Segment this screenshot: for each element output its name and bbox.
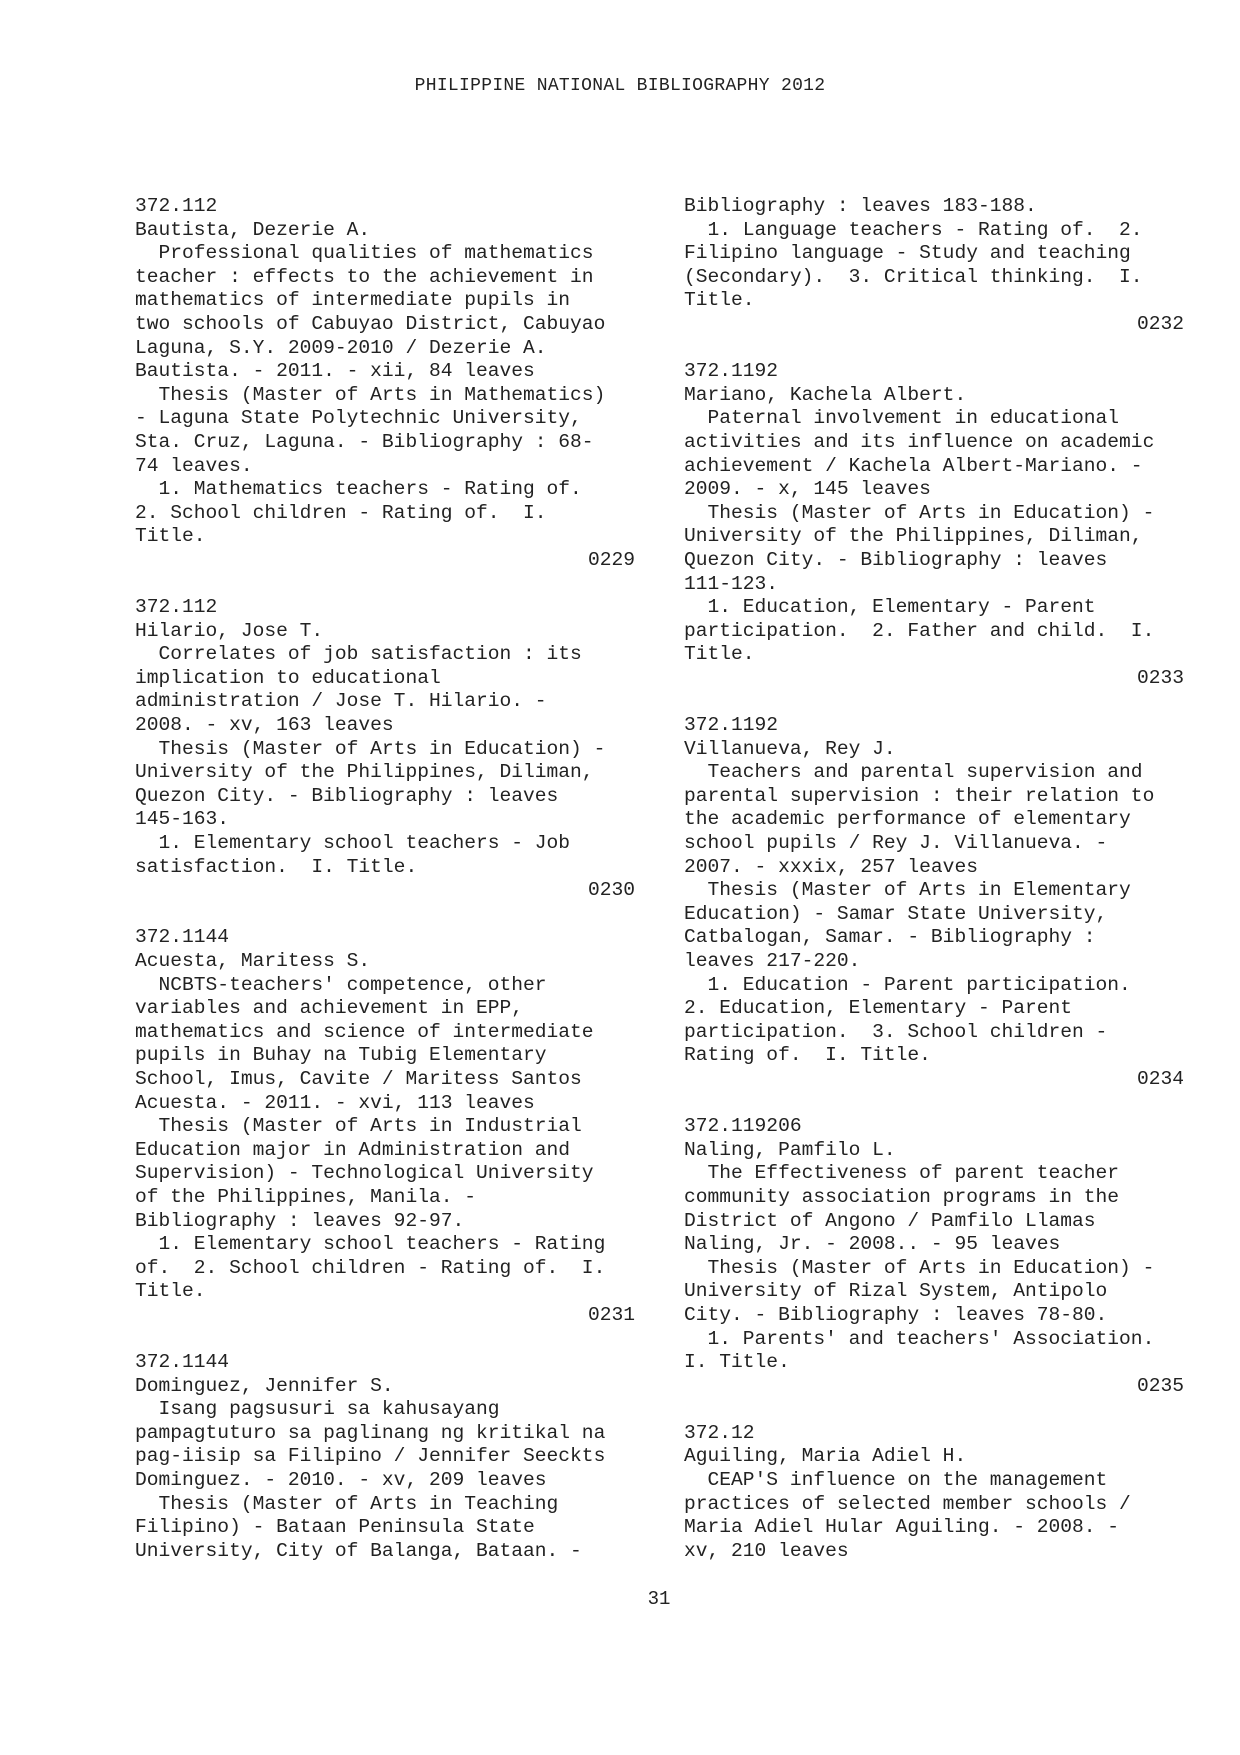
entry-line: 372.12 bbox=[684, 1421, 755, 1444]
entry-line: 1. Parents' and teachers' Association. bbox=[684, 1327, 1155, 1350]
entry-line: Filipino) - Bataan Peninsula State bbox=[135, 1516, 535, 1539]
entry-line: (Secondary). 3. Critical thinking. I. bbox=[684, 265, 1143, 288]
entry-line: leaves 217-220. bbox=[684, 950, 861, 972]
entry-line: Bautista. - 2011. - xii, 84 leaves bbox=[135, 360, 535, 383]
entry-line: teacher : effects to the achievement in bbox=[135, 265, 594, 288]
entry-line: Thesis (Master of Arts in Elementary bbox=[684, 879, 1131, 902]
entry-number: 0233 bbox=[1136, 666, 1184, 689]
entry-line: Thesis (Master of Arts in Education) - bbox=[684, 1256, 1155, 1279]
entry-line: Filipino language - Study and teaching bbox=[684, 242, 1131, 265]
entry-line: 372.1144 bbox=[135, 926, 230, 949]
entry-line: 1. Language teachers - Rating of. 2. bbox=[684, 218, 1143, 241]
entry-gap bbox=[684, 1398, 1184, 1422]
entry-line: Villanueva, Rey J. bbox=[684, 737, 896, 760]
entry-line: of the Philippines, Manila. - bbox=[135, 1185, 476, 1208]
entry-line: Professional qualities of mathematics bbox=[135, 242, 594, 265]
entry-line: Title. bbox=[684, 643, 755, 666]
entry-line: The Effectiveness of parent teacher bbox=[684, 1162, 1120, 1185]
entry-line: Paternal involvement in educational bbox=[684, 407, 1120, 430]
entry-line: Dominguez, Jennifer S. bbox=[135, 1374, 394, 1397]
entry-line: Naling, Pamfilo L. bbox=[684, 1138, 896, 1161]
entry-line: 372.1192 bbox=[684, 360, 779, 383]
entry-gap bbox=[684, 337, 1184, 361]
entry-line: activities and its influence on academic bbox=[684, 430, 1155, 453]
entry-line: 2009. - x, 145 leaves bbox=[684, 478, 931, 501]
right-column bbox=[684, 195, 1184, 1563]
entry-line: Mariano, Kachela Albert. bbox=[684, 383, 967, 406]
entry-line: Title. bbox=[135, 1280, 206, 1303]
entry-line: - Laguna State Polytechnic University, bbox=[135, 407, 582, 430]
bibliography-entry bbox=[684, 360, 1184, 690]
bibliography-entry bbox=[135, 195, 635, 573]
entry-gap bbox=[684, 1092, 1184, 1116]
entry-line: implication to educational bbox=[135, 666, 441, 689]
entry-line: pag-iisip sa Filipino / Jennifer Seeckts bbox=[135, 1445, 606, 1468]
entry-line: Isang pagsusuri sa kahusayang bbox=[135, 1398, 500, 1421]
entry-line: 372.1144 bbox=[135, 1351, 230, 1374]
entry-line: practices of selected member schools / bbox=[684, 1492, 1131, 1515]
entry-number: 0235 bbox=[1136, 1374, 1184, 1397]
entry-line: achievement / Kachela Albert-Mariano. - bbox=[684, 454, 1143, 477]
entry-line: 2008. - xv, 163 leaves bbox=[135, 714, 394, 737]
entry-line: University, City of Balanga, Bataan. - bbox=[135, 1539, 582, 1562]
entry-gap bbox=[135, 1328, 635, 1352]
entry-line: Education) - Samar State University, bbox=[684, 902, 1108, 925]
entry-line: 2. Education, Elementary - Parent bbox=[684, 997, 1073, 1020]
entry-line: University of Rizal System, Antipolo bbox=[684, 1280, 1108, 1303]
entry-line: xv, 210 leaves bbox=[684, 1539, 849, 1562]
entry-gap bbox=[684, 690, 1184, 714]
entry-number: 0229 bbox=[587, 548, 635, 571]
entry-line: pampagtuturo sa paglinang ng kritikal na bbox=[135, 1421, 606, 1444]
entry-line: variables and achievement in EPP, bbox=[135, 997, 524, 1020]
entry-line: two schools of Cabuyao District, Cabuyao bbox=[135, 312, 606, 335]
entry-line: Thesis (Master of Arts in Education) - bbox=[135, 737, 606, 760]
bibliography-entry bbox=[135, 1351, 635, 1563]
entry-line: parental supervision : their relation to bbox=[684, 784, 1155, 807]
entry-line: Dominguez. - 2010. - xv, 209 leaves bbox=[135, 1469, 547, 1492]
entry-line: 2007. - xxxix, 257 leaves bbox=[684, 855, 978, 878]
entry-line: Sta. Cruz, Laguna. - Bibliography : 68- bbox=[135, 430, 594, 453]
entry-line: mathematics and science of intermediate bbox=[135, 1020, 594, 1043]
entry-line: School, Imus, Cavite / Maritess Santos bbox=[135, 1067, 582, 1090]
entry-line: Thesis (Master of Arts in Industrial bbox=[135, 1115, 582, 1138]
entry-line: satisfaction. I. Title. bbox=[135, 855, 418, 878]
entry-line: Laguna, S.Y. 2009-2010 / Dezerie A. bbox=[135, 336, 547, 359]
entry-line: Bautista, Dezerie A. bbox=[135, 218, 371, 241]
entry-line: participation. 3. School children - bbox=[684, 1020, 1108, 1043]
entry-line: Rating of. I. Title. bbox=[684, 1044, 931, 1067]
entry-line: 1. Education, Elementary - Parent bbox=[684, 596, 1096, 619]
entry-line: 145-163. bbox=[135, 808, 230, 831]
entry-line: Acuesta. - 2011. - xvi, 113 leaves bbox=[135, 1091, 535, 1114]
entry-line: Hilario, Jose T. bbox=[135, 619, 324, 642]
entry-number: 0231 bbox=[587, 1303, 635, 1326]
entry-line: participation. 2. Father and child. I. bbox=[684, 619, 1155, 642]
page-number: 31 bbox=[647, 1588, 671, 1610]
entry-line: CEAP'S influence on the management bbox=[684, 1469, 1108, 1492]
entry-line: 372.119206 bbox=[684, 1115, 802, 1138]
entry-line: Bibliography : leaves 92-97. bbox=[135, 1209, 465, 1232]
entry-number: 0234 bbox=[1136, 1067, 1184, 1090]
entry-number: 0232 bbox=[1136, 312, 1184, 335]
entry-line: Supervision) - Technological University bbox=[135, 1162, 594, 1185]
entry-number: 0230 bbox=[587, 879, 635, 902]
entry-gap bbox=[135, 903, 635, 927]
bibliography-entry bbox=[684, 714, 1184, 1092]
entry-line: 372.1192 bbox=[684, 714, 779, 737]
entry-line: Thesis (Master of Arts in Teaching bbox=[135, 1492, 559, 1515]
entry-line: District of Angono / Pamfilo Llamas bbox=[684, 1209, 1096, 1232]
bibliography-entry bbox=[135, 926, 635, 1327]
entry-line: Thesis (Master of Arts in Mathematics) bbox=[135, 383, 606, 406]
entry-line: Catbalogan, Samar. - Bibliography : bbox=[684, 926, 1096, 949]
entry-line: 2. School children - Rating of. I. bbox=[135, 501, 547, 524]
entry-line: of. 2. School children - Rating of. I. bbox=[135, 1256, 606, 1279]
entry-line: Thesis (Master of Arts in Education) - bbox=[684, 501, 1155, 524]
entry-line: the academic performance of elementary bbox=[684, 808, 1131, 831]
entry-line: 74 leaves. bbox=[135, 454, 253, 477]
entry-line: NCBTS-teachers' competence, other bbox=[135, 973, 547, 996]
entry-line: Teachers and parental supervision and bbox=[684, 761, 1143, 784]
entry-line: pupils in Buhay na Tubig Elementary bbox=[135, 1044, 547, 1067]
entry-line: Aguiling, Maria Adiel H. bbox=[684, 1445, 967, 1468]
entry-line: Education major in Administration and bbox=[135, 1138, 571, 1161]
entry-line: school pupils / Rey J. Villanueva. - bbox=[684, 832, 1108, 855]
entry-line: 1. Mathematics teachers - Rating of. bbox=[135, 478, 582, 501]
bibliography-entry bbox=[684, 195, 1184, 337]
page-header: PHILIPPINE NATIONAL BIBLIOGRAPHY 2012 bbox=[414, 76, 826, 96]
entry-line: 1. Education - Parent participation. bbox=[684, 973, 1131, 996]
entry-line: 111-123. bbox=[684, 572, 779, 595]
entry-line: Acuesta, Maritess S. bbox=[135, 950, 371, 972]
entry-line: community association programs in the bbox=[684, 1185, 1120, 1208]
bibliography-entry bbox=[684, 1115, 1184, 1398]
entry-line: 372.112 bbox=[135, 195, 218, 217]
entry-line: I. Title. bbox=[684, 1351, 790, 1374]
entry-line: Bibliography : leaves 183-188. bbox=[684, 195, 1037, 217]
entry-line: 1. Elementary school teachers - Job bbox=[135, 832, 571, 855]
entry-line: Quezon City. - Bibliography : leaves bbox=[684, 548, 1108, 571]
entry-line: Naling, Jr. - 2008.. - 95 leaves bbox=[684, 1233, 1061, 1256]
bibliography-entry bbox=[684, 1422, 1184, 1564]
entry-line: Title. bbox=[684, 289, 755, 312]
entry-line: 372.112 bbox=[135, 596, 218, 619]
entry-line: 1. Elementary school teachers - Rating bbox=[135, 1233, 606, 1256]
entry-gap bbox=[135, 573, 635, 597]
entry-line: University of the Philippines, Diliman, bbox=[135, 761, 594, 784]
entry-line: Quezon City. - Bibliography : leaves bbox=[135, 784, 559, 807]
entry-line: City. - Bibliography : leaves 78-80. bbox=[684, 1303, 1108, 1326]
entry-line: mathematics of intermediate pupils in bbox=[135, 289, 571, 312]
entry-line: administration / Jose T. Hilario. - bbox=[135, 690, 547, 713]
left-column bbox=[135, 195, 635, 1563]
entry-line: Maria Adiel Hular Aguiling. - 2008. - bbox=[684, 1516, 1120, 1539]
entry-line: Title. bbox=[135, 525, 206, 548]
bibliography-entry bbox=[135, 596, 635, 903]
entry-line: Correlates of job satisfaction : its bbox=[135, 643, 582, 666]
entry-line: University of the Philippines, Diliman, bbox=[684, 525, 1143, 548]
